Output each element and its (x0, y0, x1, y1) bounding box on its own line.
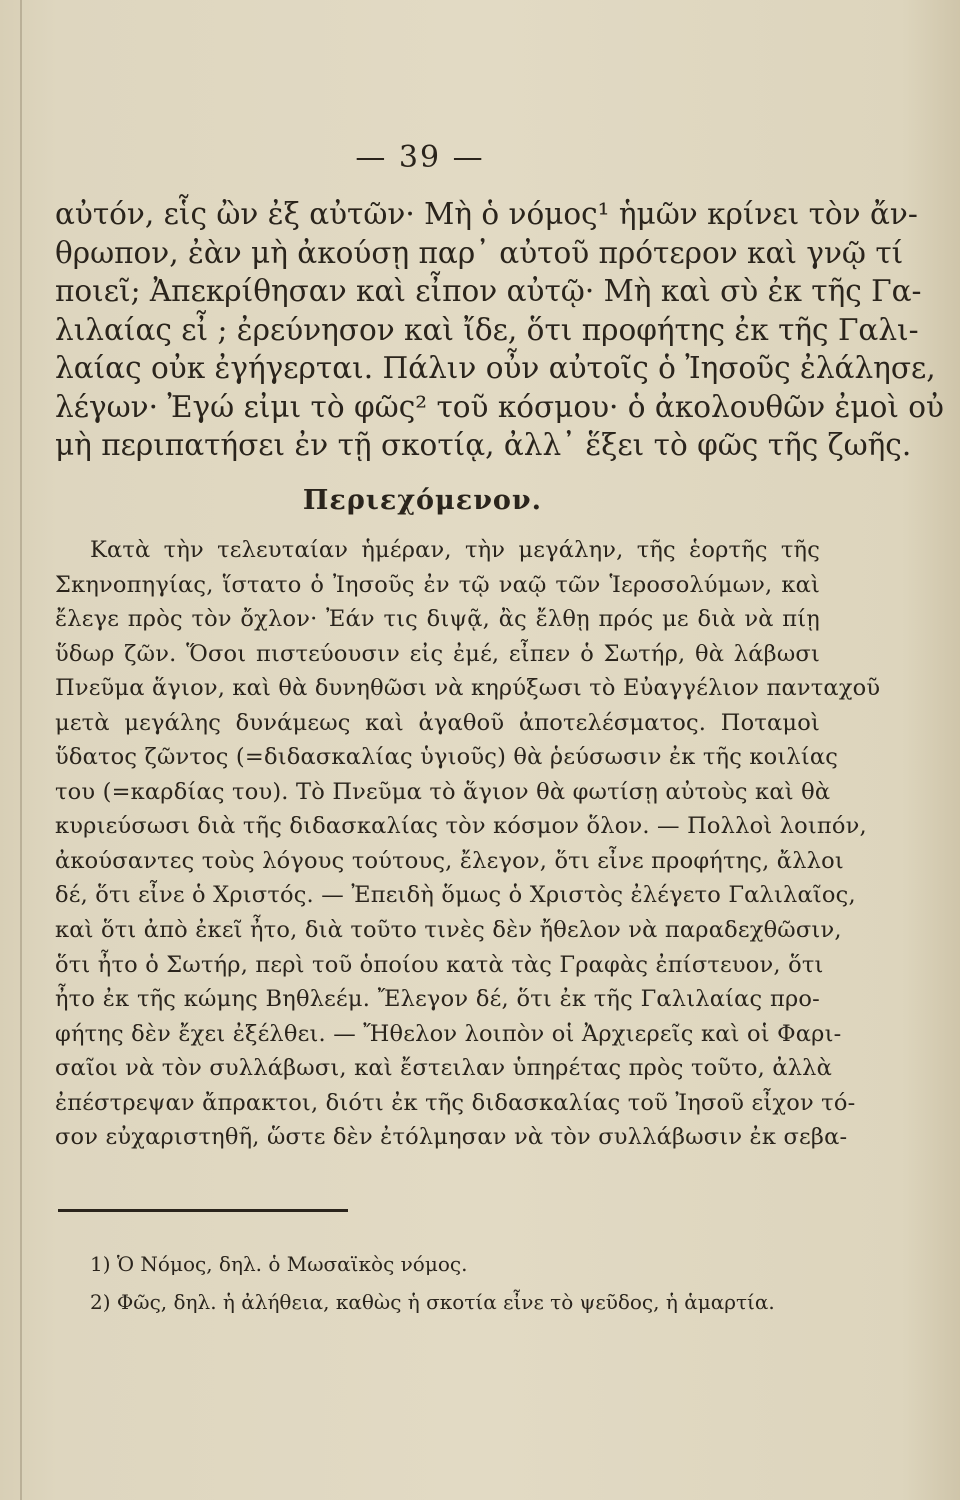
commentary-line: κυριεύσωσι διὰ τῆς διδασκαλίας τὸν κόσμον ὅλον. — Πολλοὶ λοιπόν, (55, 813, 867, 840)
footnote-divider (58, 1209, 348, 1212)
main-text-line: ποιεῖ; Ἀπεκρίθησαν καὶ εἶπον αὐτῷ· Μὴ καὶ σὺ ἐκ τῆς Γα- (55, 274, 922, 308)
commentary-line: ἀκούσαντες τοὺς λόγους τούτους, ἔλεγον, ὅτι εἶνε προφήτης, ἄλλοι (55, 847, 844, 874)
main-text-line: αὐτόν, εἷς ὢν ἐξ αὐτῶν· Μὴ ὁ νόμος¹ ἡμῶν κρίνει τὸν ἄν- (55, 197, 918, 231)
footnote-2: 2) Φῶς, δηλ. ἡ ἀλήθεια, καθὼς ἡ σκοτία εἶνε τὸ ψεῦδος, ἡ ἁμαρτία. (90, 1290, 775, 1314)
commentary-line: ὕδατος ζῶντος (=διδασκαλίας ὑγιοῦς) θὰ ῥεύσωσιν ἐκ τῆς κοιλίας (55, 744, 839, 771)
commentary-line: του (=καρδίας του). Τὸ Πνεῦμα τὸ ἅγιον θὰ φωτίσῃ αὐτοὺς καὶ θὰ (55, 778, 831, 805)
main-text-line: λαίας οὐκ ἐγήγερται. Πάλιν οὖν αὐτοῖς ὁ Ἰησοῦς ἐλάλησε, (55, 351, 936, 385)
page-number: — 39 — (355, 140, 485, 175)
commentary-line: ὅτι ἦτο ὁ Σωτήρ, περὶ τοῦ ὁποίου κατὰ τὰς Γραφὰς ἐπίστευον, ὅτι (55, 951, 824, 978)
commentary-line: ἐπέστρεψαν ἄπρακτοι, διότι ἐκ τῆς διδασκαλίας τοῦ Ἰησοῦ εἶχον τό- (55, 1089, 856, 1116)
main-text-line: θρωπον, ἐὰν μὴ ἀκούσῃ παρ᾽ αὐτοῦ πρότερον καὶ γνῷ τί (55, 235, 904, 270)
commentary-block (55, 533, 881, 1155)
commentary-line: Πνεῦμα ἅγιον, καὶ θὰ δυνηθῶσι νὰ κηρύξωσι τὸ Εὐαγγέλιον πανταχοῦ (55, 675, 881, 702)
footnotes-block (90, 1245, 810, 1321)
commentary-line: Σκηνοπηγίας, ἵστατο ὁ Ἰησοῦς ἐν τῷ ναῷ τῶν Ἱεροσολύμων, καὶ (55, 571, 820, 598)
commentary-line: σαῖοι νὰ τὸν συλλάβωσι, καὶ ἔστειλαν ὑπηρέτας πρὸς τοῦτο, ἀλλὰ (55, 1055, 833, 1082)
main-text-line: λιλαίας εἶ ; ἐρεύνησον καὶ ἴδε, ὅτι προφήτης ἐκ τῆς Γαλι- (55, 312, 919, 347)
commentary-line: φήτης δὲν ἔχει ἐξέλθει. — Ἤθελον λοιπὸν οἱ Ἀρχιερεῖς καὶ οἱ Φαρι- (55, 1020, 842, 1047)
page-edge-shadow (20, 0, 22, 1500)
main-text-line: μὴ περιπατήσει ἐν τῇ σκοτίᾳ, ἀλλ᾽ ἕξει τὸ φῶς τῆς ζωῆς. (55, 428, 912, 462)
main-text-line: λέγων· Ἐγώ εἰμι τὸ φῶς² τοῦ κόσμου· ὁ ἀκολουθῶν ἐμοὶ οὐ (55, 389, 944, 424)
commentary-line: καὶ ὅτι ἀπὸ ἐκεῖ ἦτο, διὰ τοῦτο τινὲς δὲν ἤθελον νὰ παραδεχθῶσιν, (55, 917, 842, 944)
footnote-1: 1) Ὁ Νόμος, δηλ. ὁ Μωσαϊκὸς νόμος. (90, 1252, 468, 1276)
commentary-line: δέ, ὅτι εἶνε ὁ Χριστός. — Ἐπειδὴ ὅμως ὁ Χριστὸς ἐλέγετο Γαλιλαῖος, (55, 882, 856, 909)
commentary-line: ὕδωρ ζῶν. Ὅσοι πιστεύουσιν εἰς ἐμέ, εἶπεν ὁ Σωτήρ, θὰ λάβωσι (55, 640, 820, 667)
main-text-block (55, 195, 944, 465)
commentary-line: ἦτο ἐκ τῆς κώμης Βηθλεέμ. Ἔλεγον δέ, ὅτι ἐκ τῆς Γαλιλαίας προ- (55, 986, 820, 1013)
commentary-line: σον εὐχαριστηθῆ, ὥστε δὲν ἐτόλμησαν νὰ τὸν συλλάβωσιν ἐκ σεβα- (55, 1124, 848, 1151)
commentary-line: Κατὰ τὴν τελευταίαν ἡμέραν, τὴν μεγάλην, τῆς ἑορτῆς τῆς (90, 537, 820, 563)
commentary-line: ἔλεγε πρὸς τὸν ὄχλον· Ἐάν τις διψᾷ, ἂς ἔλθῃ πρός με διὰ νὰ πίῃ (55, 606, 820, 633)
section-heading: Περιεχόμενον. (302, 485, 543, 516)
commentary-line: μετὰ μεγάλης δυνάμεως καὶ ἀγαθοῦ ἀποτελέσματος. Ποταμοὶ (55, 709, 820, 736)
